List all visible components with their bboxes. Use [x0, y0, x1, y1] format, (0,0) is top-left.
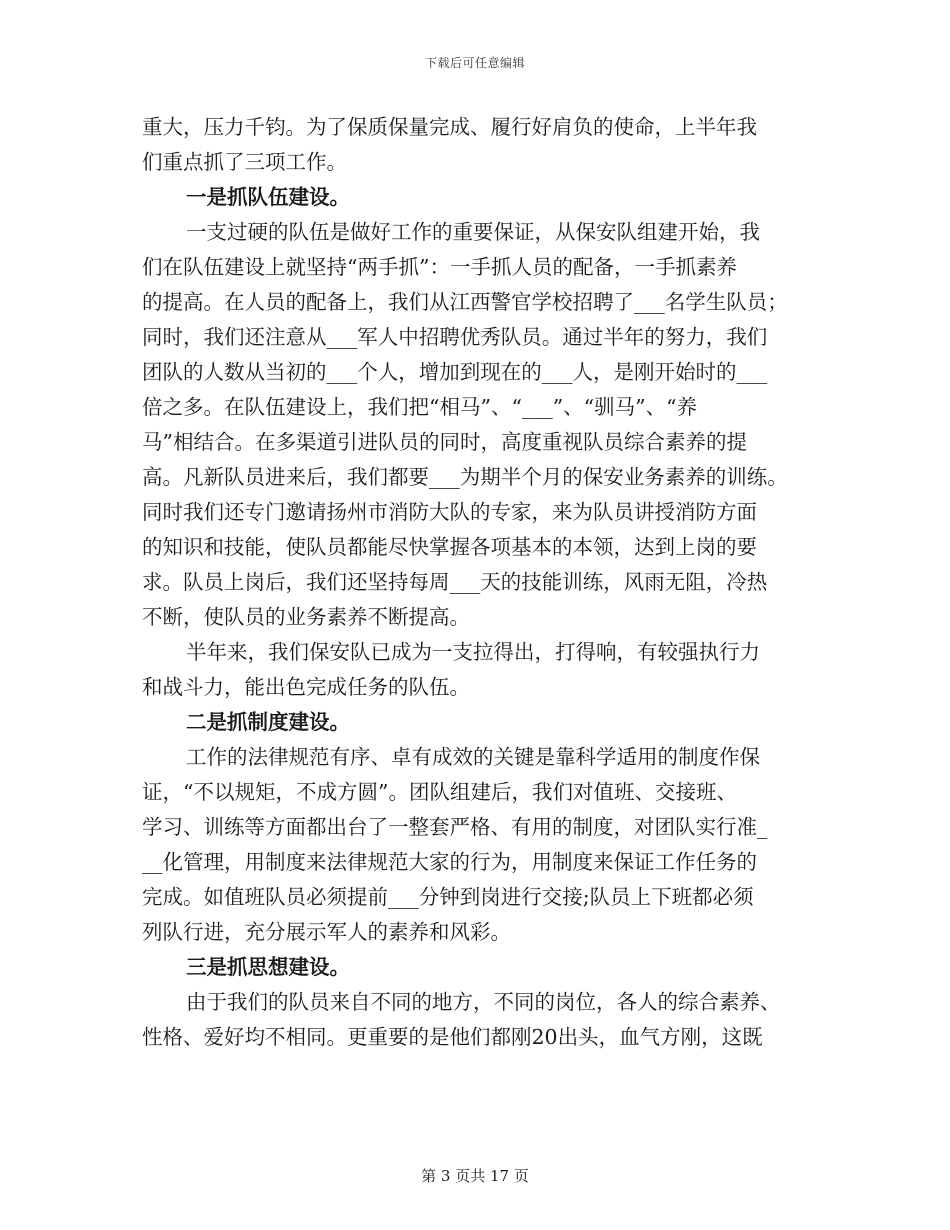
paragraph-line: 的提高。在人员的配备上，我们从江西警官学校招聘了___名学生队员；: [142, 290, 788, 314]
page-header: 下载后可任意编辑: [424, 56, 525, 70]
paragraph-line: 和战斗力，能出色完成任务的队伍。: [142, 675, 470, 699]
section-heading: 一是抓队伍建设。: [186, 185, 350, 209]
section-heading: 三是抓思想建设。: [186, 955, 350, 979]
paragraph-line: 倍之多。在队伍建设上，我们把“相马”、“___”、“驯马”、“养: [142, 395, 698, 419]
paragraph-line: 由于我们的队员来自不同的地方，不同的岗位，各人的综合素养、: [186, 990, 781, 1014]
paragraph-line: 重大，压力千钧。为了保质保量完成、履行好肩负的使命，上半年我: [142, 115, 757, 139]
paragraph-line: 高。凡新队员进来后，我们都要___为期半个月的保安业务素养的训练。: [142, 465, 788, 489]
paragraph-line: 同时我们还专门邀请扬州市消防大队的专家，来为队员讲授消防方面: [142, 500, 757, 524]
paragraph-line: 求。队员上岗后，我们还坚持每周___天的技能训练，风雨无阻，冷热: [142, 570, 768, 594]
paragraph-line: __化管理，用制度来法律规范大家的行为，用制度来保证工作任务的: [142, 850, 757, 874]
paragraph-line: 一支过硬的队伍是做好工作的重要保证，从保安队组建开始，我: [186, 220, 760, 244]
paragraph-line: 完成。如值班队员必须提前___分钟到岗进行交接;队员上下班都必须: [142, 885, 754, 909]
paragraph-line: 证，“不以规矩，不成方圆”。团队组建后，我们对值班、交接班、: [142, 780, 737, 804]
section-heading: 二是抓制度建设。: [186, 710, 350, 734]
paragraph-line: 工作的法律规范有序、卓有成效的关键是靠科学适用的制度作保: [186, 745, 760, 769]
document-body: [142, 110, 812, 1055]
paragraph-line: 性格、爱好均不相同。更重要的是他们都刚20出头，血气方刚，这既: [142, 1025, 763, 1049]
paragraph-line: 们重点抓了三项工作。: [142, 150, 347, 174]
paragraph-line: 的知识和技能，使队员都能尽快掌握各项基本的本领，达到上岗的要: [142, 535, 757, 559]
paragraph-line: 列队行进，充分展示军人的素养和风彩。: [142, 920, 511, 944]
paragraph-line: 团队的人数从当初的___个人，增加到现在的___人，是刚开始时的___: [142, 360, 768, 384]
paragraph-line: 半年来，我们保安队已成为一支拉得出，打得响，有较强执行力: [186, 640, 760, 664]
paragraph-line: 不断，使队员的业务素养不断提高。: [142, 605, 470, 629]
paragraph-line: 同时，我们还注意从___军人中招聘优秀队员。通过半年的努力，我们: [142, 325, 768, 349]
page-number-footer: 第 3 页共 17 页: [421, 1167, 529, 1185]
paragraph-line: 们在队伍建设上就坚持“两手抓”：一手抓人员的配备，一手抓素养: [142, 255, 737, 279]
paragraph-line: 学习、训练等方面都出台了一整套严格、有用的制度，对团队实行准_: [142, 815, 768, 839]
paragraph-line: 马”相结合。在多渠道引进队员的同时，高度重视队员综合素养的提: [142, 430, 747, 454]
